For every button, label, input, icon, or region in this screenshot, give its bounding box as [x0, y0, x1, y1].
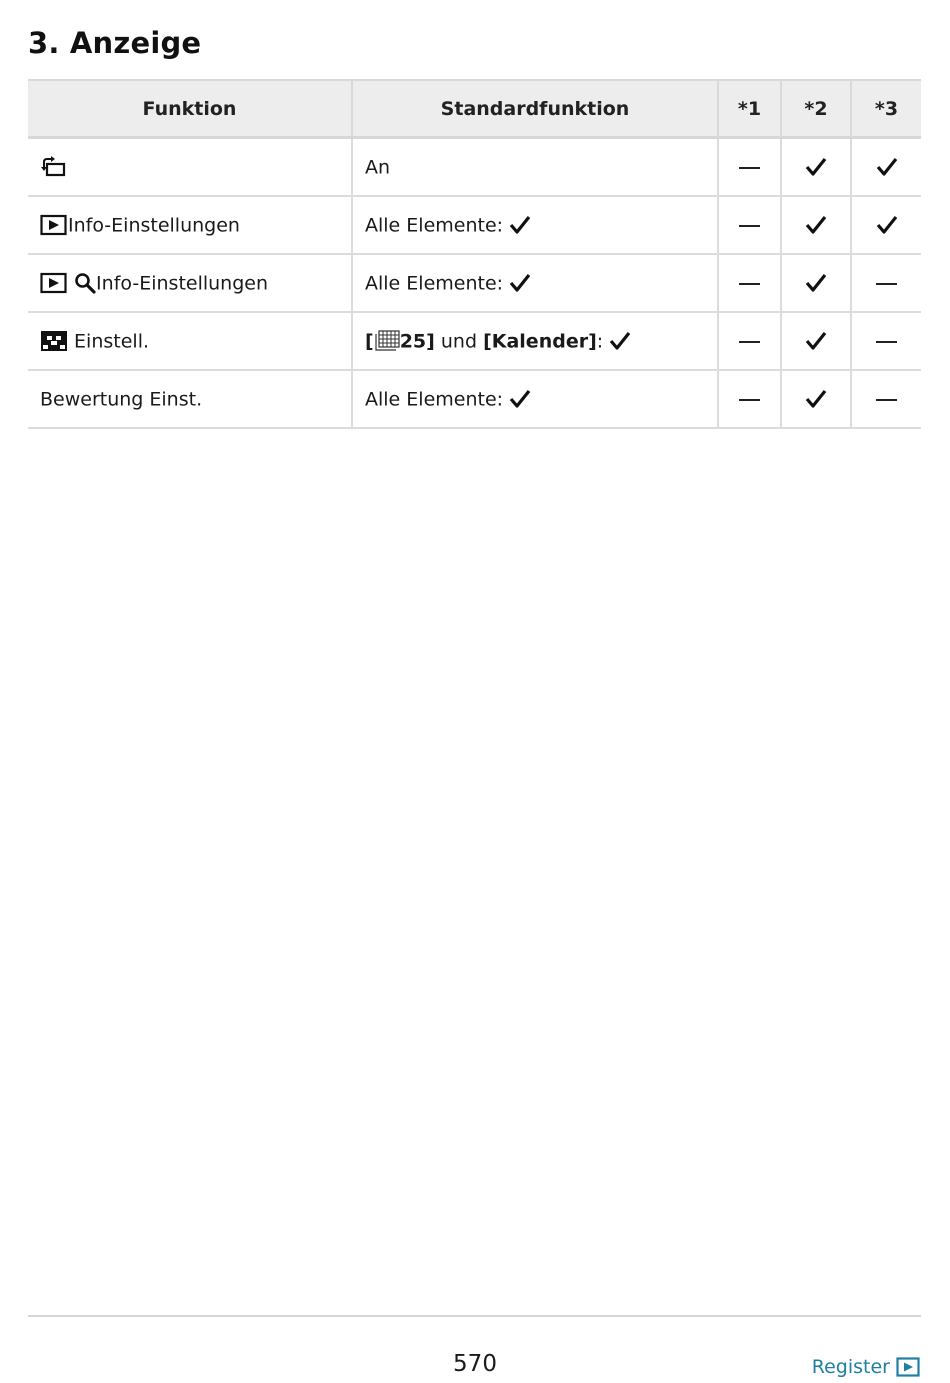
mark-col3	[851, 370, 921, 428]
mark-col2	[781, 312, 851, 370]
mark-col2	[781, 196, 851, 254]
colon-text: :	[596, 330, 604, 353]
mark-col3	[851, 196, 921, 254]
function-cell	[28, 312, 352, 370]
check-icon	[876, 214, 898, 236]
footer-divider	[28, 1315, 921, 1317]
check-icon	[509, 388, 531, 410]
dash-icon	[876, 283, 897, 285]
mark-col2	[781, 254, 851, 312]
magnifier-icon	[74, 272, 96, 294]
mark-col1	[718, 254, 781, 312]
function-cell	[28, 196, 352, 254]
dash-icon	[739, 225, 760, 227]
table-row	[28, 196, 921, 254]
default-text: Alle Elemente:	[365, 272, 504, 295]
dash-icon	[876, 399, 897, 401]
default-cell	[352, 254, 718, 312]
playback-icon	[40, 214, 68, 236]
mark-col1	[718, 138, 781, 197]
table-header-row	[28, 80, 921, 138]
default-cell	[352, 370, 718, 428]
default-cell	[352, 196, 718, 254]
register-label[interactable]: Register	[811, 1356, 890, 1378]
function-cell	[28, 254, 352, 312]
bracket-open: [	[365, 330, 374, 353]
table-row	[28, 254, 921, 312]
default-text: Alle Elemente:	[365, 388, 504, 411]
dash-icon	[739, 167, 760, 169]
default-text: Alle Elemente:	[365, 214, 504, 237]
playback-icon	[40, 272, 68, 294]
mark-col3	[851, 312, 921, 370]
index-value: 25]	[399, 330, 435, 353]
table-row	[28, 138, 921, 197]
mark-col1	[718, 196, 781, 254]
mark-col3	[851, 254, 921, 312]
dash-icon	[739, 283, 760, 285]
index-grid-icon	[40, 330, 68, 352]
check-icon	[805, 214, 827, 236]
playback-icon[interactable]	[896, 1357, 920, 1377]
mark-col1	[718, 370, 781, 428]
dash-icon	[739, 341, 760, 343]
default-cell	[352, 138, 718, 197]
kalender-text: [Kalender]	[483, 330, 597, 353]
header-function: Funktion	[28, 80, 352, 138]
header-col3: *3	[851, 80, 921, 138]
check-icon	[609, 330, 631, 352]
check-icon	[509, 272, 531, 294]
function-cell	[28, 370, 352, 428]
check-icon	[509, 214, 531, 236]
mark-col1	[718, 312, 781, 370]
und-text: und	[440, 330, 478, 353]
index-view-icon	[374, 330, 400, 352]
page-number: 570	[453, 1351, 497, 1377]
check-icon	[876, 156, 898, 178]
function-label: Einstell.	[74, 330, 150, 353]
register-link[interactable]	[812, 1356, 920, 1378]
mark-col2	[781, 370, 851, 428]
table-row	[28, 312, 921, 370]
function-cell	[28, 138, 352, 197]
settings-table	[28, 79, 921, 429]
default-text: An	[365, 156, 391, 179]
dash-icon	[739, 399, 760, 401]
check-icon	[805, 330, 827, 352]
page-title: 3. Anzeige	[28, 26, 202, 60]
header-default: Standardfunktion	[352, 80, 718, 138]
default-cell	[352, 312, 718, 370]
check-icon	[805, 272, 827, 294]
function-label: Info-Einstellungen	[96, 272, 269, 295]
header-col2: *2	[781, 80, 851, 138]
check-icon	[805, 388, 827, 410]
dash-icon	[876, 341, 897, 343]
rotate-display-icon	[40, 156, 68, 178]
mark-col3	[851, 138, 921, 197]
table-row	[28, 370, 921, 428]
function-label: Bewertung Einst.	[40, 388, 203, 411]
function-label: Info-Einstellungen	[68, 214, 240, 237]
check-icon	[805, 156, 827, 178]
header-col1: *1	[718, 80, 781, 138]
mark-col2	[781, 138, 851, 197]
